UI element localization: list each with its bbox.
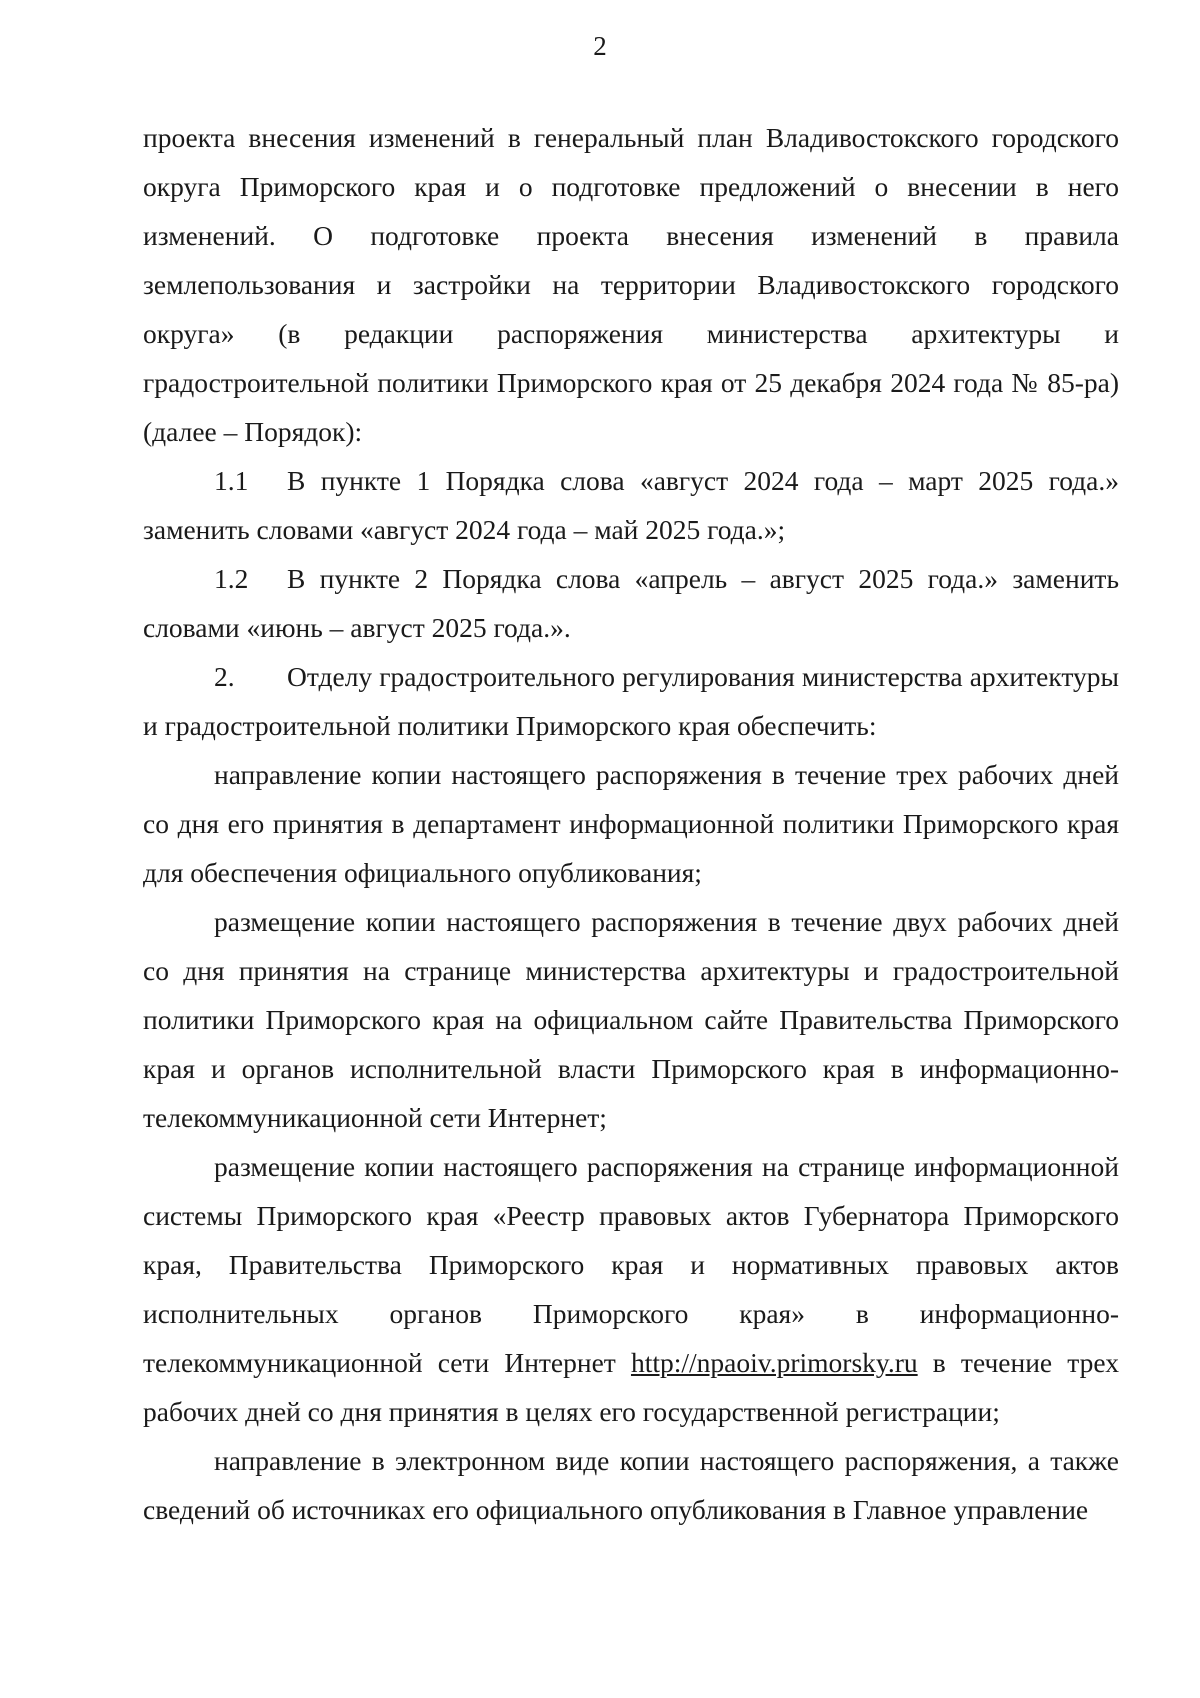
clause-2	[143, 652, 1119, 750]
paragraph-direction: направление копии настоящего распоряжения в течение трех рабочих дней со дня его принятия в департамент информационной политики Приморского края для обеспечения официального опубликования;	[143, 759, 1119, 888]
clause-1-1	[143, 456, 1119, 554]
clause-number: 1.1	[214, 465, 249, 496]
registry-text-before: размещение копии настоящего распоряжения на странице информационной системы Приморского края «Реестр правовых актов Губернатора Приморского края, Правительства Приморского края и нормативных правовых актов исполнительных органов Приморского края» в информационно-телекоммуникационной сети Интернет	[143, 1151, 1119, 1378]
clause-1-2	[143, 554, 1119, 652]
paragraph-placement-site: размещение копии настоящего распоряжения в течение двух рабочих дней со дня принятия на странице министерства архитектуры и градостроительной политики Приморского края на официальном сайте Правительства Приморского края и органов исполнительной власти Приморского края в информационно-телекоммуникационной сети Интернет;	[143, 906, 1119, 1133]
paragraph-electronic: направление в электронном виде копии настоящего распоряжения, а также сведений об источниках его официального опубликования в Главное управление	[143, 1445, 1119, 1525]
clause-number: 1.2	[214, 563, 249, 594]
intro-paragraph: проекта внесения изменений в генеральный план Владивостокского городского округа Приморского края и о подготовке предложений о внесении в него изменений. О подготовке проекта внесения изменений в правила землепользования и застройки на территории Владивостокского городского округа» (в редакции распоряжения министерства архитектуры и градостроительной политики Приморского края от 25 декабря 2024 года № 85-ра) (далее – Порядок):	[143, 122, 1119, 447]
clause-number: 2.	[214, 661, 235, 692]
clause-text: В пункте 2 Порядка слова «апрель – август 2025 года.» заменить словами «июнь – август 2025 года.».	[143, 563, 1119, 643]
registry-text-after: в течение трех рабочих дней со дня принятия в целях его государственной регистрации;	[143, 1347, 1119, 1427]
document-body	[143, 113, 1119, 1534]
paragraph-placement-registry	[143, 1142, 1119, 1436]
clause-text: В пункте 1 Порядка слова «август 2024 года – март 2025 года.» заменить словами «август 2024 года – май 2025 года.»;	[143, 465, 1119, 545]
clause-text: Отделу градостроительного регулирования министерства архитектуры и градостроительной политики Приморского края обеспечить:	[143, 661, 1119, 741]
registry-link[interactable]: http://npaoiv.primorsky.ru	[630, 1347, 918, 1378]
page-number: 2	[593, 31, 607, 61]
